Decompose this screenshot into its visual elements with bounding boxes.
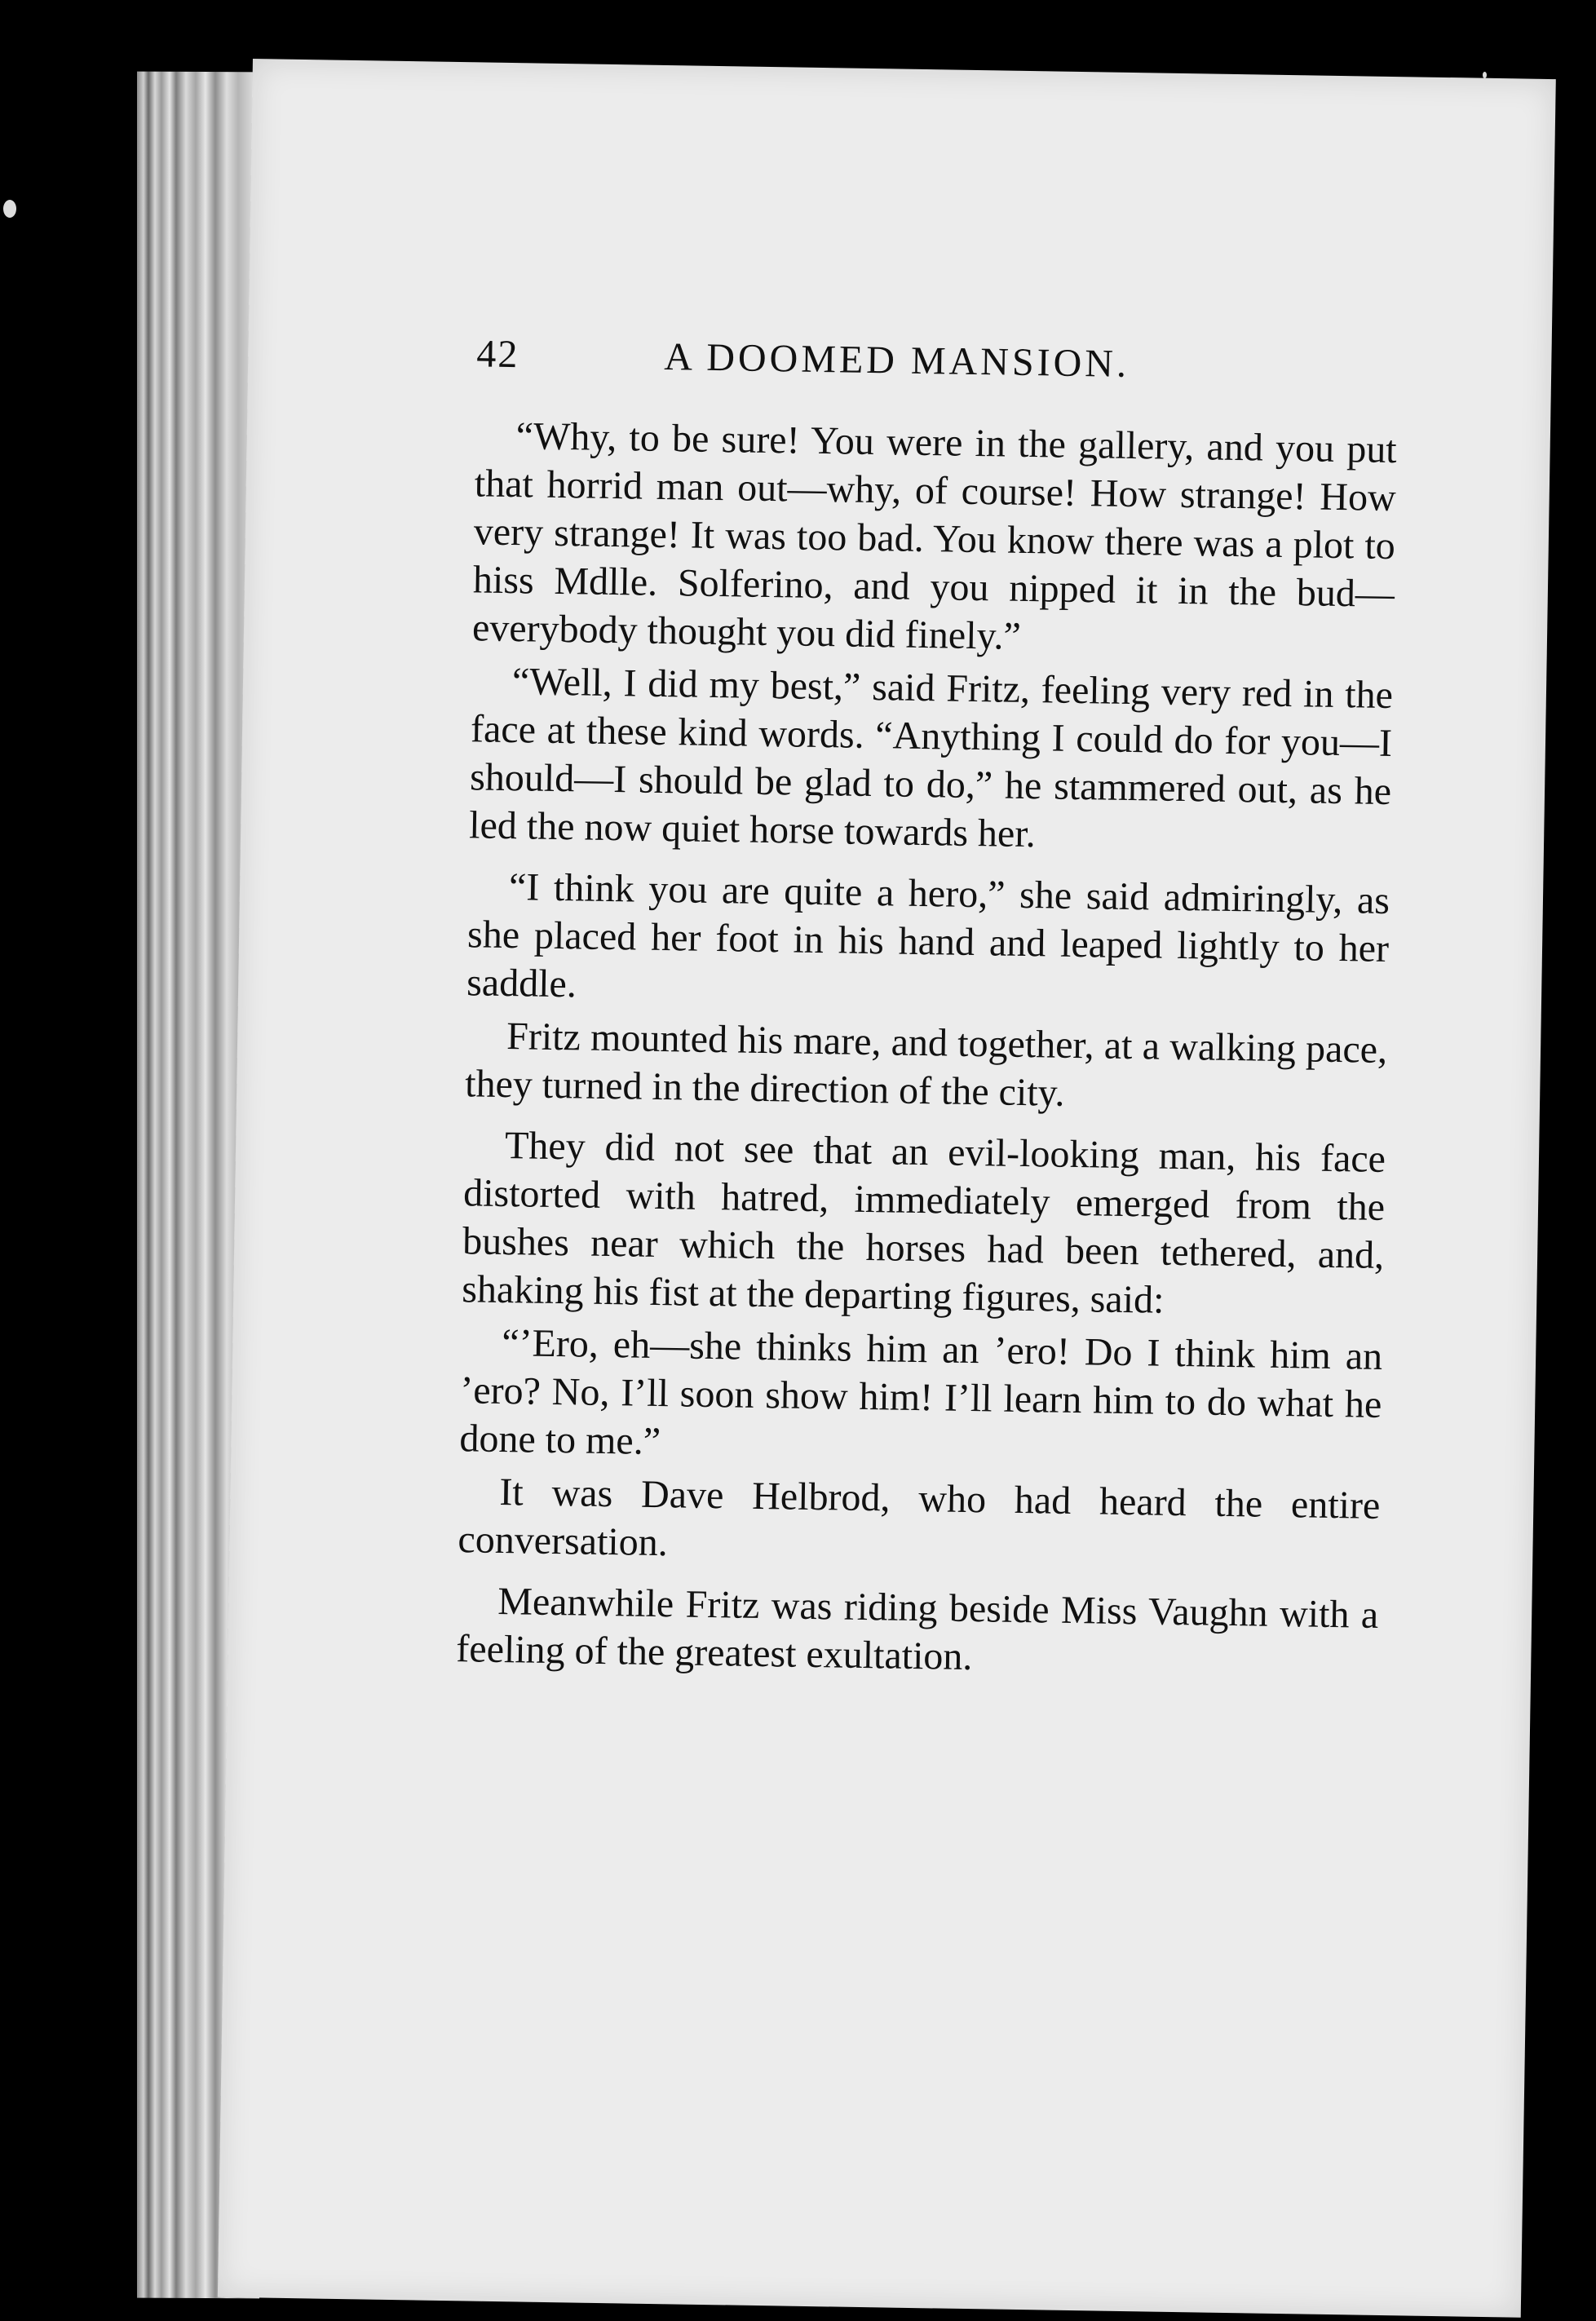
paragraph: Meanwhile Fritz was riding beside Miss Vaughn with a feeling of the greatest exultation. [455, 1579, 1379, 1679]
paragraph: “I think you are quite a hero,” she said admiringly, as she placed her foot in his hand and leaped lightly to her saddle. [466, 865, 1390, 1006]
paragraph: “Why, to be sure! You were in the gallery, and you put that horrid man out—why, of course! How strange! How very strange! It was too bad. You know there was a plot to hiss Mdlle. Solferino, and you nipped it in the bud—everybody thought you did finely.” [471, 414, 1398, 658]
dust-speck [3, 200, 16, 218]
book-page [218, 59, 1556, 2318]
page-text-block [456, 331, 1399, 1692]
paragraph: “Well, I did my best,” said Fritz, feeling very red in the face at these kind words. “Anything I could do for you—I should—I should be glad to do,” he stammered out, as he led the now quiet horse towards her. [468, 660, 1394, 856]
paragraph: Fritz mounted his mare, and together, at a walking pace, they turned in the direction of the city. [464, 1015, 1388, 1115]
running-title: A DOOMED MANSION. [663, 334, 1130, 386]
running-header [476, 331, 1399, 411]
paragraph: It was Dave Helbrod, who had heard the entire conversation. [458, 1470, 1381, 1565]
paragraph: “’Ero, eh—she thinks him an ’ero! Do I think him an ’ero? No, I’ll soon show him! I’ll learn him to do what he done to me.” [459, 1320, 1383, 1464]
paragraph: They did not see that an evil-looking man, his face distorted with hatred, immediately emerged from the bushes near which the horses had been tethered, and, shaking his fist at the departing figures, said: [461, 1124, 1386, 1322]
page-number: 42 [475, 332, 519, 377]
